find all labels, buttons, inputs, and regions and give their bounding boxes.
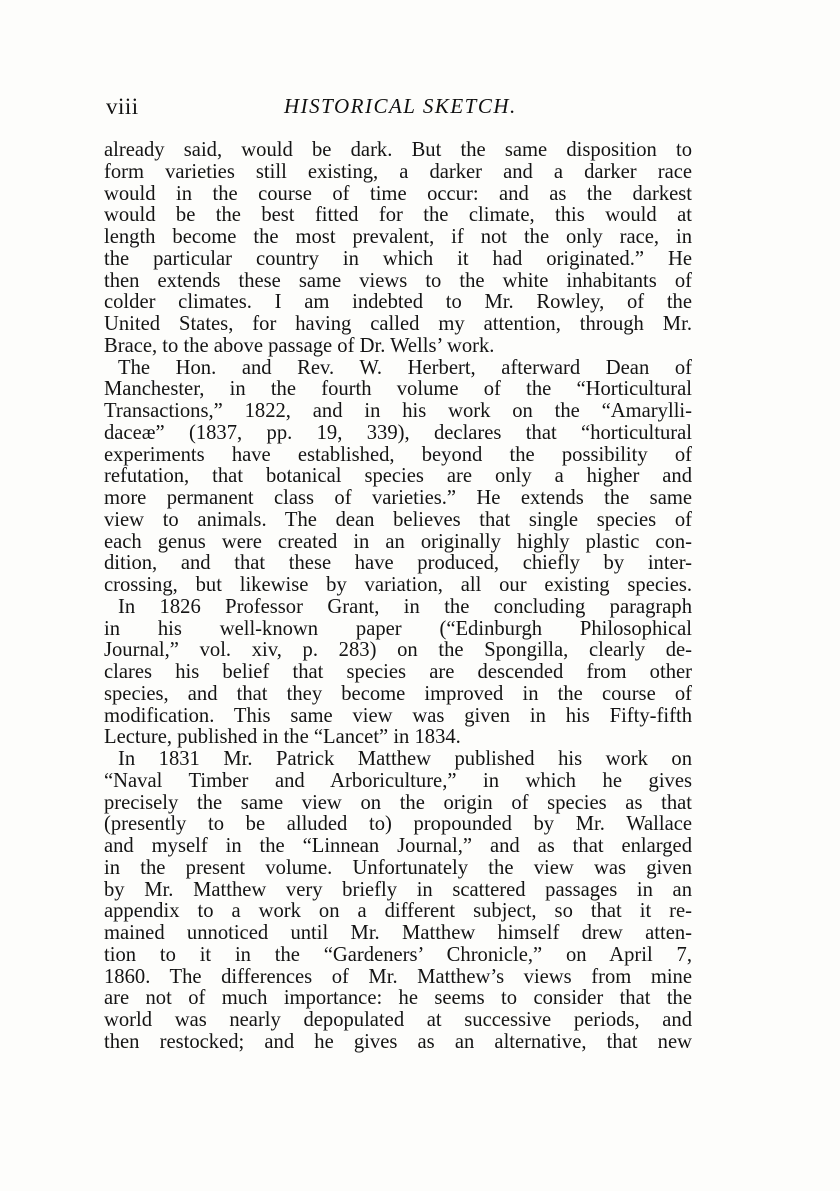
text-line: tion to it in the “Gardeners’ Chronicle,” on April 7, [104,943,692,966]
text-line: United States, for having called my attention, through Mr. [104,313,692,335]
text-line: 1860. The differences of Mr. Matthew’s views from mine [104,965,692,988]
text-line: would in the course of time occur: and as the darkest [104,182,692,205]
text-line: would be the best fitted for the climate, this would at [104,204,692,227]
body-text [104,140,692,1054]
running-title: HISTORICAL SKETCH. [284,94,517,118]
text-line: dition, and that these have produced, chiefly by inter- [104,552,692,575]
text-line: in his well-known paper (“Edinburgh Philosophical [104,617,692,640]
text-line: experiments have established, beyond the possibility of [104,443,692,466]
text-line: species, and that they become improved in the course of [104,682,692,705]
text-line: already said, would be dark. But the same disposition to [104,139,692,161]
text-line: Transactions,” 1822, and in his work on the “Amarylli- [104,400,692,422]
page-number: viii [106,94,139,119]
text-line: then restocked; and he gives as an alternative, that new [104,1030,692,1053]
text-line: precisely the same view on the origin of species as that [104,791,692,814]
text-line: view to animals. The dean believes that single species of [104,508,692,531]
text-line: colder climates. I am indebted to Mr. Rowley, of the [104,291,692,314]
paragraph-first-line: The Hon. and Rev. W. Herbert, afterward Dean of [118,356,692,379]
text-line: refutation, that botanical species are only a higher and [104,465,692,488]
text-line: form varieties still existing, a darker and a darker race [104,160,692,183]
text-line: crossing, but likewise by variation, all our existing species. [104,574,692,596]
text-line: modification. This same view was given in his Fifty-fifth [104,704,692,727]
paragraph-first-line: In 1826 Professor Grant, in the concluding paragraph [118,595,692,618]
text-line: daceæ” (1837, pp. 19, 339), declares that “horticultural [104,421,692,444]
text-line: each genus were created in an originally highly plastic con- [104,530,692,553]
text-line: then extends these same views to the white inhabitants of [104,269,692,292]
paragraph-first-line: In 1831 Mr. Patrick Matthew published his work on [118,748,692,770]
text-line: the particular country in which it had originated.” He [104,247,692,270]
text-line: are not of much importance: he seems to consider that the [104,987,692,1010]
text-line: Manchester, in the fourth volume of the “Horticultural [104,378,692,401]
text-line: appendix to a work on a different subject, so that it re- [104,900,692,923]
text-line: Lecture, published in the “Lancet” in 1834. [104,726,461,749]
text-line: world was nearly depopulated at successive periods, and [104,1009,692,1031]
text-line: Brace, to the above passage of Dr. Wells’ work. [104,334,495,357]
text-line: and myself in the “Linnean Journal,” and as that enlarged [104,835,692,857]
running-head [106,94,690,124]
text-line: “Naval Timber and Arboriculture,” in which he gives [104,769,692,792]
text-line: mained unnoticed until Mr. Matthew himself drew atten- [104,922,692,944]
text-line: length become the most prevalent, if not the only race, in [104,226,692,248]
text-line: more permanent class of varieties.” He extends the same [104,487,692,509]
text-line: in the present volume. Unfortunately the view was given [104,856,692,879]
text-line: clares his belief that species are descended from other [104,661,692,683]
text-line: Journal,” vol. xiv, p. 283) on the Spongilla, clearly de- [104,639,692,662]
text-line: by Mr. Matthew very briefly in scattered passages in an [104,878,692,901]
text-line: (presently to be alluded to) propounded by Mr. Wallace [104,813,692,836]
